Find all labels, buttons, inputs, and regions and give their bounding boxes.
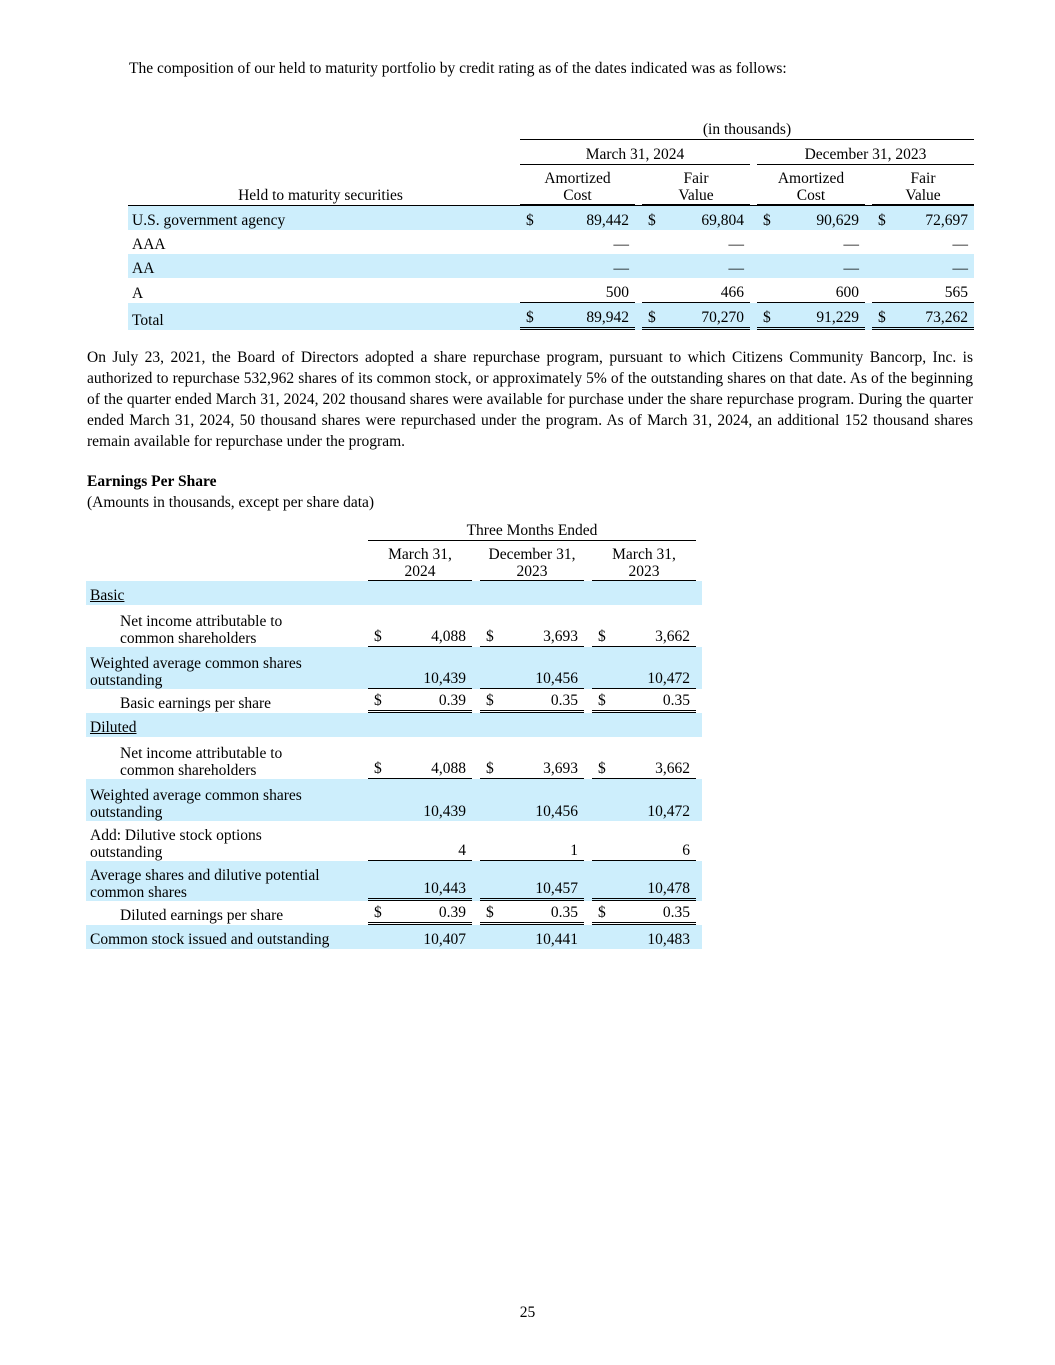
table-row <box>86 689 702 713</box>
currency-sign: $ <box>598 691 606 709</box>
col-value: Value <box>905 187 941 204</box>
value-cell: 73,262 <box>925 308 968 326</box>
table-row <box>86 925 702 949</box>
page-number: 25 <box>519 1304 536 1321</box>
row-label-cont: outstanding <box>90 804 163 821</box>
value-cell: 6 <box>592 821 696 861</box>
table-row <box>128 205 974 230</box>
table-row <box>86 647 702 689</box>
row-header: Held to maturity securities <box>238 186 403 204</box>
row-label: Add: Dilutive stock options <box>90 827 262 844</box>
currency-sign: $ <box>486 691 494 709</box>
value-cell: 3,662 <box>655 627 690 645</box>
table-row <box>128 230 974 254</box>
row-label-cont: outstanding <box>90 844 163 861</box>
table-row <box>128 254 974 278</box>
row-label: AA <box>128 254 513 278</box>
col-year: 2023 <box>516 563 548 580</box>
value-cell: 90,629 <box>816 211 859 229</box>
table-row-total <box>128 303 974 330</box>
row-label: Common stock issued and outstanding <box>86 925 362 949</box>
row-label-cont: common shareholders <box>120 762 257 779</box>
value-cell: 0.35 <box>662 903 690 921</box>
value-cell: 10,407 <box>368 925 472 949</box>
currency-sign: $ <box>374 627 382 645</box>
row-label-cont: common shares <box>90 884 187 901</box>
col-month: March 31, <box>388 546 452 563</box>
currency-sign: $ <box>598 759 606 777</box>
row-label: A <box>132 284 144 302</box>
currency-sign: $ <box>526 211 534 229</box>
section-header-diluted <box>86 713 702 737</box>
currency-sign: $ <box>526 308 534 326</box>
table-row <box>86 821 702 861</box>
value-cell: 10,443 <box>368 861 472 901</box>
value-cell: 0.39 <box>438 691 466 709</box>
value-cell: 3,693 <box>543 759 578 777</box>
currency-sign: $ <box>486 627 494 645</box>
value-cell: 4 <box>368 821 472 861</box>
unit-label: (in thousands) <box>520 115 974 140</box>
value-cell: 4,088 <box>431 759 466 777</box>
col-amortized: Amortized <box>544 170 611 187</box>
row-label: Weighted average common shares <box>90 787 302 804</box>
value-cell: 70,270 <box>701 308 744 326</box>
table-row <box>86 861 702 901</box>
currency-sign: $ <box>598 627 606 645</box>
row-label-cont: outstanding <box>90 672 163 689</box>
col-fair: Fair <box>683 170 709 187</box>
row-label-cont: common shareholders <box>120 630 257 647</box>
row-label: Total <box>128 303 513 330</box>
currency-sign: $ <box>374 903 382 921</box>
value-cell: 0.35 <box>550 903 578 921</box>
value-cell: — <box>642 254 750 278</box>
value-cell: 3,693 <box>543 627 578 645</box>
value-cell: 10,456 <box>480 647 584 689</box>
intro-text: The composition of our held to maturity portfolio by credit rating as of the dates indicated was as follows: <box>129 60 787 77</box>
col-amortized: Amortized <box>777 170 845 187</box>
section-label: Diluted <box>90 718 137 736</box>
value-cell: 10,472 <box>592 779 696 821</box>
table-row <box>128 278 974 303</box>
section-header-basic <box>86 581 702 605</box>
value-cell: 565 <box>872 278 974 303</box>
col-fair: Fair <box>910 170 936 187</box>
col-month: December 31, <box>488 546 576 563</box>
value-cell: — <box>520 254 635 278</box>
value-cell: 72,697 <box>925 211 968 229</box>
row-label: AAA <box>132 235 166 253</box>
value-cell: — <box>757 254 865 278</box>
value-cell: 10,457 <box>480 861 584 901</box>
currency-sign: $ <box>878 211 886 229</box>
value-cell: 89,442 <box>586 211 629 229</box>
value-cell: 10,472 <box>592 647 696 689</box>
row-label: Net income attributable to <box>120 613 283 630</box>
currency-sign: $ <box>486 903 494 921</box>
period-header-2: December 31, 2023 <box>757 140 974 165</box>
value-cell: 600 <box>757 278 865 303</box>
value-cell: 10,439 <box>368 779 472 821</box>
value-cell: — <box>952 235 968 253</box>
currency-sign: $ <box>598 903 606 921</box>
value-cell: 0.35 <box>662 691 690 709</box>
value-cell: 10,439 <box>368 647 472 689</box>
value-cell: 10,456 <box>480 779 584 821</box>
value-cell: — <box>843 235 859 253</box>
currency-sign: $ <box>374 759 382 777</box>
currency-sign: $ <box>648 211 656 229</box>
row-label: Basic earnings per share <box>120 694 272 712</box>
value-cell: 4,088 <box>431 627 466 645</box>
currency-sign: $ <box>648 308 656 326</box>
currency-sign: $ <box>374 691 382 709</box>
section-label: Basic <box>90 586 125 604</box>
table-row <box>86 779 702 821</box>
value-cell: 91,229 <box>816 308 859 326</box>
row-label: Net income attributable to <box>120 745 283 762</box>
currency-sign: $ <box>763 211 771 229</box>
held-to-maturity-table <box>128 115 974 330</box>
period-header: Three Months Ended <box>368 519 696 541</box>
row-label: Average shares and dilutive potential <box>90 867 320 884</box>
col-month: March 31, <box>612 546 676 563</box>
value-cell: 89,942 <box>586 308 629 326</box>
currency-sign: $ <box>878 308 886 326</box>
value-cell: 0.39 <box>438 903 466 921</box>
row-label: Weighted average common shares <box>90 655 302 672</box>
col-cost: Cost <box>563 187 592 204</box>
value-cell: 500 <box>520 278 635 303</box>
col-cost: Cost <box>796 187 826 204</box>
value-cell: — <box>613 235 629 253</box>
value-cell: — <box>872 254 974 278</box>
eps-subtitle: (Amounts in thousands, except per share data) <box>87 494 375 511</box>
currency-sign: $ <box>763 308 771 326</box>
eps-title: Earnings Per Share <box>87 473 217 490</box>
period-header-1: March 31, 2024 <box>520 140 750 165</box>
value-cell: — <box>728 235 744 253</box>
value-cell: 10,483 <box>592 925 696 949</box>
value-cell: 466 <box>642 278 750 303</box>
eps-table <box>86 519 702 949</box>
col-year: 2023 <box>628 563 660 580</box>
value-cell: 10,441 <box>480 925 584 949</box>
table-row <box>86 901 702 925</box>
table-row <box>86 737 702 779</box>
row-label: Diluted earnings per share <box>120 906 284 924</box>
repurchase-paragraph: On July 23, 2021, the Board of Directors adopted a share repurchase program, pursuant to which Citizens Community Bancorp, Inc. is authorized to repurchase 532,962 shares of its common stock, or approximately 5% of the outstanding shares on that date. As of the beginning of the quarter ended March 31, 2024, 202 thousand shares were available for purchase under the share repurchase program. During the quarter ended March 31, 2024, 50 thousand shares were repurchased under the program. As of March 31, 2024, an additional 152 thousand shares remain available for repurchase under the program. <box>87 349 973 450</box>
value-cell: 0.35 <box>550 691 578 709</box>
value-cell: 1 <box>480 821 584 861</box>
value-cell: 69,804 <box>701 211 744 229</box>
col-year: 2024 <box>404 563 436 580</box>
currency-sign: $ <box>486 759 494 777</box>
row-label: U.S. government agency <box>128 205 513 230</box>
value-cell: 10,478 <box>592 861 696 901</box>
value-cell: 3,662 <box>655 759 690 777</box>
col-value: Value <box>678 187 714 204</box>
table-row <box>86 605 702 647</box>
